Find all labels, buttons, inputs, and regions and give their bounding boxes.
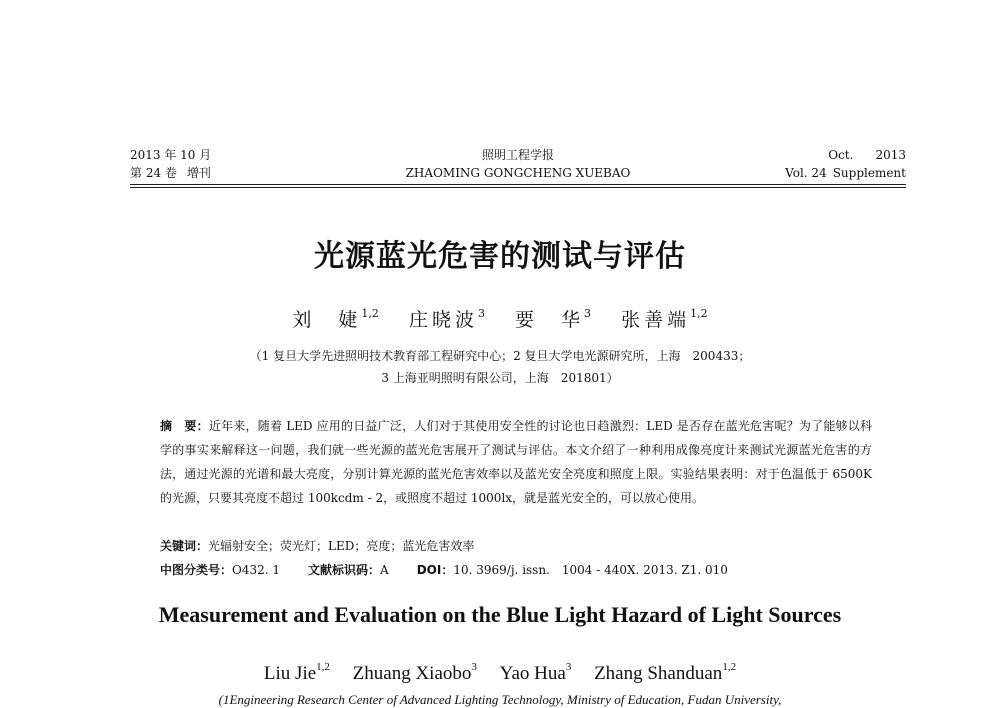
header-rule-bottom bbox=[130, 187, 906, 188]
abstract-label: 摘 要： bbox=[160, 419, 209, 433]
header-supplement-en: Supplement bbox=[832, 166, 906, 180]
abstract bbox=[160, 414, 872, 510]
header-month-en: Oct. bbox=[828, 148, 854, 162]
header-volume-en: Vol. 24 bbox=[785, 166, 827, 180]
journal-header bbox=[130, 146, 906, 182]
header-year-en: 2013 bbox=[875, 148, 906, 162]
english-author: Zhuang Xiaobo$^3$ bbox=[352, 661, 477, 684]
author: 要 华$^3$ bbox=[515, 307, 592, 331]
header-issue: 增刊 bbox=[186, 166, 211, 180]
keywords-text: 光辐射安全；荧光灯；LED；亮度；蓝光危害效率 bbox=[208, 539, 475, 553]
english-title: Measurement and Evaluation on the Blue Light Hazard of Light Sources bbox=[158, 602, 842, 627]
document-code: 文献标识码：A bbox=[308, 563, 389, 577]
english-author: Yao Hua$^3$ bbox=[499, 661, 572, 684]
author: 张善端$^{1,2}$ bbox=[621, 307, 708, 331]
english-affiliation: (1Engineering Research Center of Advanced Lighting Technology, Ministry of Education, Fudan University, bbox=[218, 692, 782, 707]
affiliation-line-1: （1 复旦大学先进照明技术教育部工程研究中心；2 复旦大学电光源研究所，上海 200433； bbox=[249, 349, 751, 363]
header-volume: 第 24 卷 bbox=[130, 166, 177, 180]
english-author-list bbox=[0, 661, 1000, 685]
abstract-text: 近年来，随着 LED 应用的日益广泛，人们对于其使用安全性的讨论也日趋激烈：LED 是否存在蓝光危害呢？为了能够以科学的事实来解释这一问题，我们就一些光源的蓝光危害展开了测试与评估。本文介绍了一种利用成像亮度计来测试光源蓝光危害的方法，通过光源的光谱和最大亮度，分别计算光源的蓝光危害效率以及蓝光安全亮度和照度上限。实验结果表明：对于色温低于 6500K 的光源，只要其亮度不超过 100kcdm - 2，或照度不超过 1000lx，就是蓝光安全的，可以放心使用。 bbox=[160, 419, 872, 505]
english-author: Zhang Shanduan$^{1,2}$ bbox=[594, 661, 737, 684]
affiliation bbox=[0, 345, 1000, 389]
header-rule-top bbox=[130, 184, 906, 185]
classification-row bbox=[160, 558, 872, 582]
header-date: 2013 年 10 月 bbox=[130, 148, 212, 162]
journal-name-cn: 照明工程学报 bbox=[481, 148, 554, 162]
journal-name-en: ZHAOMING GONGCHENG XUEBAO bbox=[405, 166, 631, 180]
header-volume-en-row bbox=[785, 164, 906, 182]
affiliation-line-2: 3 上海亚明照明有限公司，上海 201801） bbox=[381, 371, 619, 385]
paper-title: 光源蓝光危害的测试与评估 bbox=[314, 239, 686, 274]
keywords bbox=[160, 534, 872, 558]
author-list bbox=[0, 305, 1000, 332]
doi: DOI：10. 3969/j. issn. 1004 - 440X. 2013. Z1. 010 bbox=[416, 563, 728, 577]
english-author: Liu Jie$^{1,2}$ bbox=[263, 661, 330, 684]
author: 刘 婕$^{1,2}$ bbox=[292, 307, 379, 331]
clc-code: 中图分类号：O432. 1 bbox=[160, 563, 281, 577]
header-date-en-row bbox=[785, 146, 906, 164]
header-right bbox=[785, 146, 906, 182]
author: 庄晓波$^3$ bbox=[408, 307, 485, 331]
keywords-label: 关键词： bbox=[160, 539, 209, 553]
